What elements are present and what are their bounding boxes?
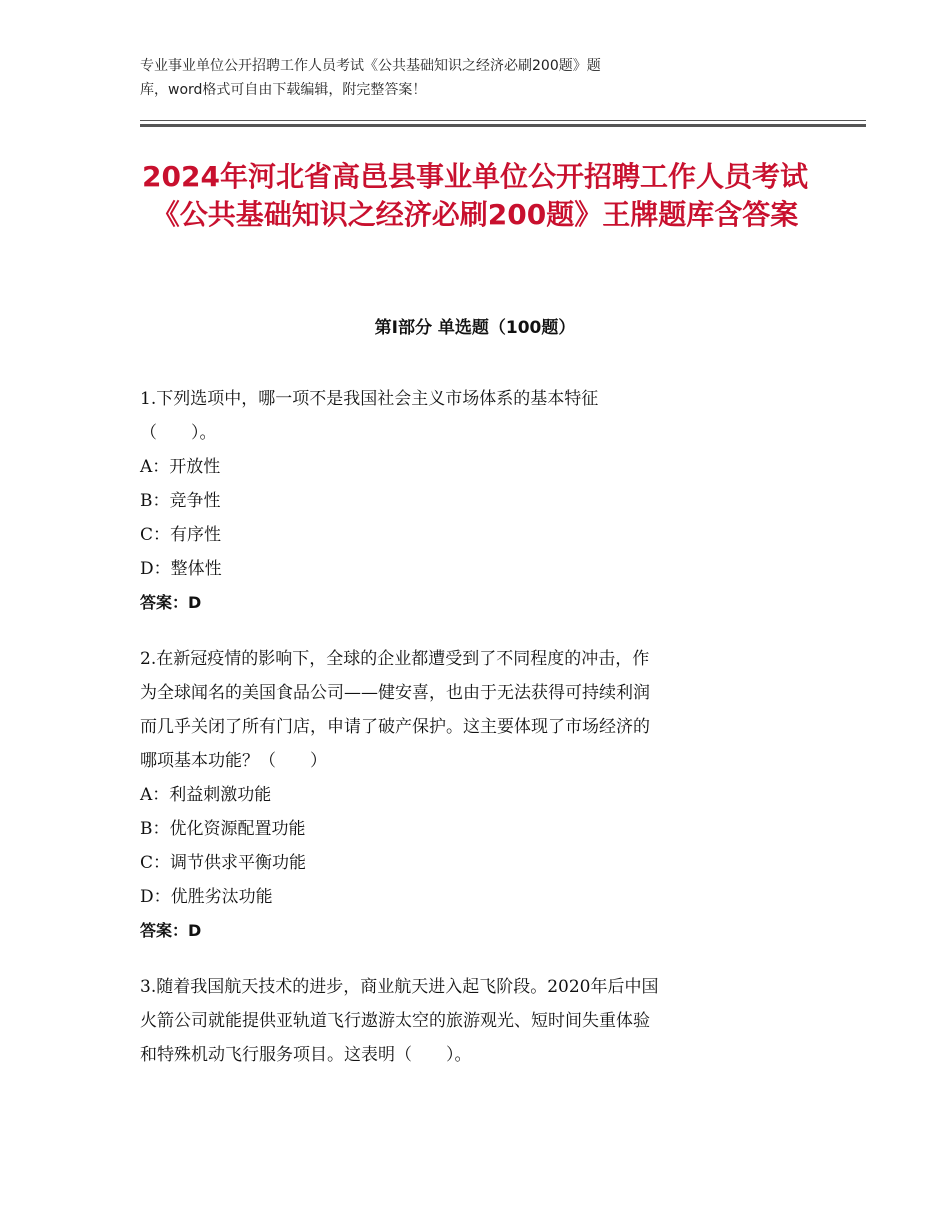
question-list bbox=[140, 382, 805, 1094]
question-stem-line: 哪项基本功能？（ ） bbox=[140, 751, 327, 771]
question-stem-line: 为全球闻名的美国食品公司——健安喜，也由于无法获得可持续利润 bbox=[140, 683, 650, 703]
answer-label: 答案： bbox=[140, 593, 189, 612]
option-b: B：竞争性 bbox=[140, 491, 221, 511]
answer-label: 答案： bbox=[140, 921, 189, 940]
document-title: 2024年河北省高邑县事业单位公开招聘工作人员考试《公共基础知识之经济必刷200题》王牌题库含答案 bbox=[142, 160, 808, 231]
option-d: D：整体性 bbox=[140, 559, 222, 579]
question-stem-line: 和特殊机动飞行服务项目。这表明（ ）。 bbox=[140, 1045, 472, 1065]
question-stem-line: 1.下列选项中，哪一项不是我国社会主义市场体系的基本特征 bbox=[140, 389, 599, 409]
option-d: D：优胜劣汰功能 bbox=[140, 887, 273, 907]
page-header bbox=[140, 54, 780, 102]
option-c: C：有序性 bbox=[140, 525, 222, 545]
header-line-1: 专业事业单位公开招聘工作人员考试《公共基础知识之经济必刷200题》题 bbox=[140, 58, 601, 74]
header-divider-thin bbox=[140, 120, 866, 121]
question-stem-line: 3.随着我国航天技术的进步，商业航天进入起飞阶段。2020年后中国 bbox=[140, 977, 659, 997]
answer-line bbox=[140, 586, 805, 620]
header-divider-thick bbox=[140, 124, 866, 127]
question-stem-line: 2.在新冠疫情的影响下，全球的企业都遭受到了不同程度的冲击，作 bbox=[140, 649, 650, 669]
option-a: A：开放性 bbox=[140, 457, 221, 477]
option-b: B：优化资源配置功能 bbox=[140, 819, 306, 839]
answer-line bbox=[140, 914, 805, 948]
option-c: C：调节供求平衡功能 bbox=[140, 853, 307, 873]
question-stem-line: 火箭公司就能提供亚轨道飞行遨游太空的旅游观光、短时间失重体验 bbox=[140, 1011, 650, 1031]
question-stem-line: 而几乎关闭了所有门店，申请了破产保护。这主要体现了市场经济的 bbox=[140, 717, 650, 737]
question-1 bbox=[140, 382, 805, 620]
answer-value: D bbox=[188, 921, 202, 940]
question-2 bbox=[140, 642, 805, 948]
question-stem-line: （ ）。 bbox=[140, 423, 217, 443]
question-3 bbox=[140, 970, 805, 1072]
option-a: A：利益刺激功能 bbox=[140, 785, 272, 805]
section-title: 第Ⅰ部分 单选题（100题） bbox=[374, 318, 576, 338]
answer-value: D bbox=[188, 593, 202, 612]
header-line-2: 库，word格式可自由下载编辑，附完整答案！ bbox=[140, 82, 427, 98]
